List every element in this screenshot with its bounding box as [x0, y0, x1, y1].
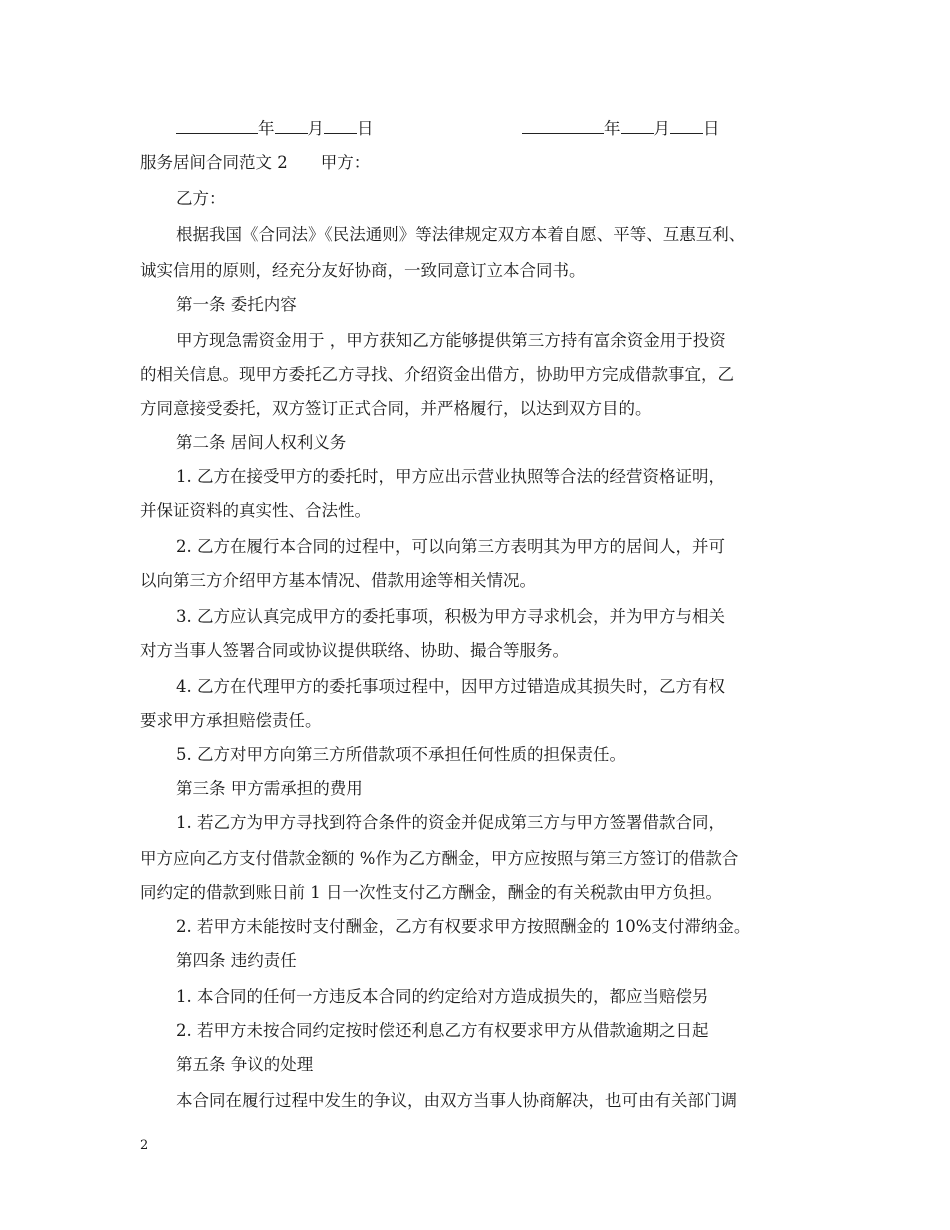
- article-heading: 第四条 违约责任: [176, 951, 297, 970]
- body-line: 方同意接受委托，双方签订正式合同，并严格履行，以达到双方目的。: [140, 399, 652, 418]
- clause-line: 以向第三方介绍甲方基本情况、借款用途等相关情况。: [140, 571, 536, 590]
- month-label: 月: [307, 119, 324, 138]
- clause-line: 1. 本合同的任何一方违反本合同的约定给对方造成损失的，都应当赔偿另: [176, 987, 709, 1006]
- year-blank: [176, 118, 258, 134]
- clause-line: 要求甲方承担赔偿责任。: [140, 711, 322, 730]
- clause-line: 1. 若乙方为甲方寻找到符合条件的资金并促成第三方与甲方签署借款合同，: [176, 813, 725, 832]
- clause-line: 5. 乙方对甲方向第三方所借款项不承担任何性质的担保责任。: [176, 745, 626, 764]
- preamble-line: 诚实信用的原则，经充分友好协商，一致同意订立本合同书。: [140, 261, 586, 280]
- clause-line: 同约定的借款到账日前 1 日一次性支付乙方酬金，酬金的有关税款由甲方负担。: [140, 883, 722, 902]
- clause-line: 2. 乙方在履行本合同的过程中，可以向第三方表明其为甲方的居间人，并可: [176, 537, 725, 556]
- body-line: 本合同在履行过程中发生的争议，由双方当事人协商解决，也可由有关部门调: [176, 1091, 737, 1110]
- body-line: 的相关信息。现甲方委托乙方寻找、介绍资金出借方，协助甲方完成借款事宜，乙: [140, 365, 734, 384]
- page-number: 2: [140, 1138, 149, 1153]
- day-blank: [324, 118, 357, 134]
- clause-line: 2. 若甲方未能按时支付酬金，乙方有权要求甲方按照酬金的 10%支付滞纳金。: [176, 917, 751, 936]
- clause-line: 1. 乙方在接受甲方的委托时，甲方应出示营业执照等合法的经营资格证明，: [176, 467, 725, 486]
- party-b-line: 乙方：: [176, 189, 226, 208]
- clause-line: 3. 乙方应认真完成甲方的委托事项，积极为甲方寻求机会，并为甲方与相关: [176, 607, 725, 626]
- day-label: 日: [703, 119, 720, 138]
- day-label: 日: [357, 119, 374, 138]
- clause-line: 对方当事人签署合同或协议提供联络、协助、撮合等服务。: [140, 641, 569, 660]
- month-label: 月: [653, 119, 670, 138]
- article-heading: 第二条 居间人权利义务: [176, 433, 347, 452]
- document-title: 服务居间合同范文 2 甲方：: [140, 153, 371, 172]
- year-label: 年: [258, 119, 275, 138]
- preamble-line: 根据我国《合同法》《民法通则》等法律规定双方本着自愿、平等、互惠互利、: [176, 225, 746, 244]
- day-blank: [670, 118, 703, 134]
- clause-line: 甲方应向乙方支付借款金额的 %作为乙方酬金，甲方应按照与第三方签订的借款合: [140, 849, 739, 868]
- month-blank: [275, 118, 308, 134]
- year-label: 年: [604, 119, 621, 138]
- date-field-right: [522, 118, 950, 140]
- article-heading: 第一条 委托内容: [176, 295, 297, 314]
- article-heading: 第三条 甲方需承担的费用: [176, 779, 363, 798]
- clause-line: 4. 乙方在代理甲方的委托事项过程中，因甲方过错造成其损失时，乙方有权: [176, 677, 725, 696]
- clause-line: 并保证资料的真实性、合法性。: [140, 501, 371, 520]
- article-heading: 第五条 争议的处理: [176, 1055, 314, 1074]
- year-blank: [522, 118, 604, 134]
- clause-line: 2. 若甲方未按合同约定按时偿还利息乙方有权要求甲方从借款逾期之日起: [176, 1021, 709, 1040]
- month-blank: [621, 118, 654, 134]
- body-line: 甲方现急需资金用于 ，甲方获知乙方能够提供第三方持有富余资金用于投资: [176, 331, 726, 350]
